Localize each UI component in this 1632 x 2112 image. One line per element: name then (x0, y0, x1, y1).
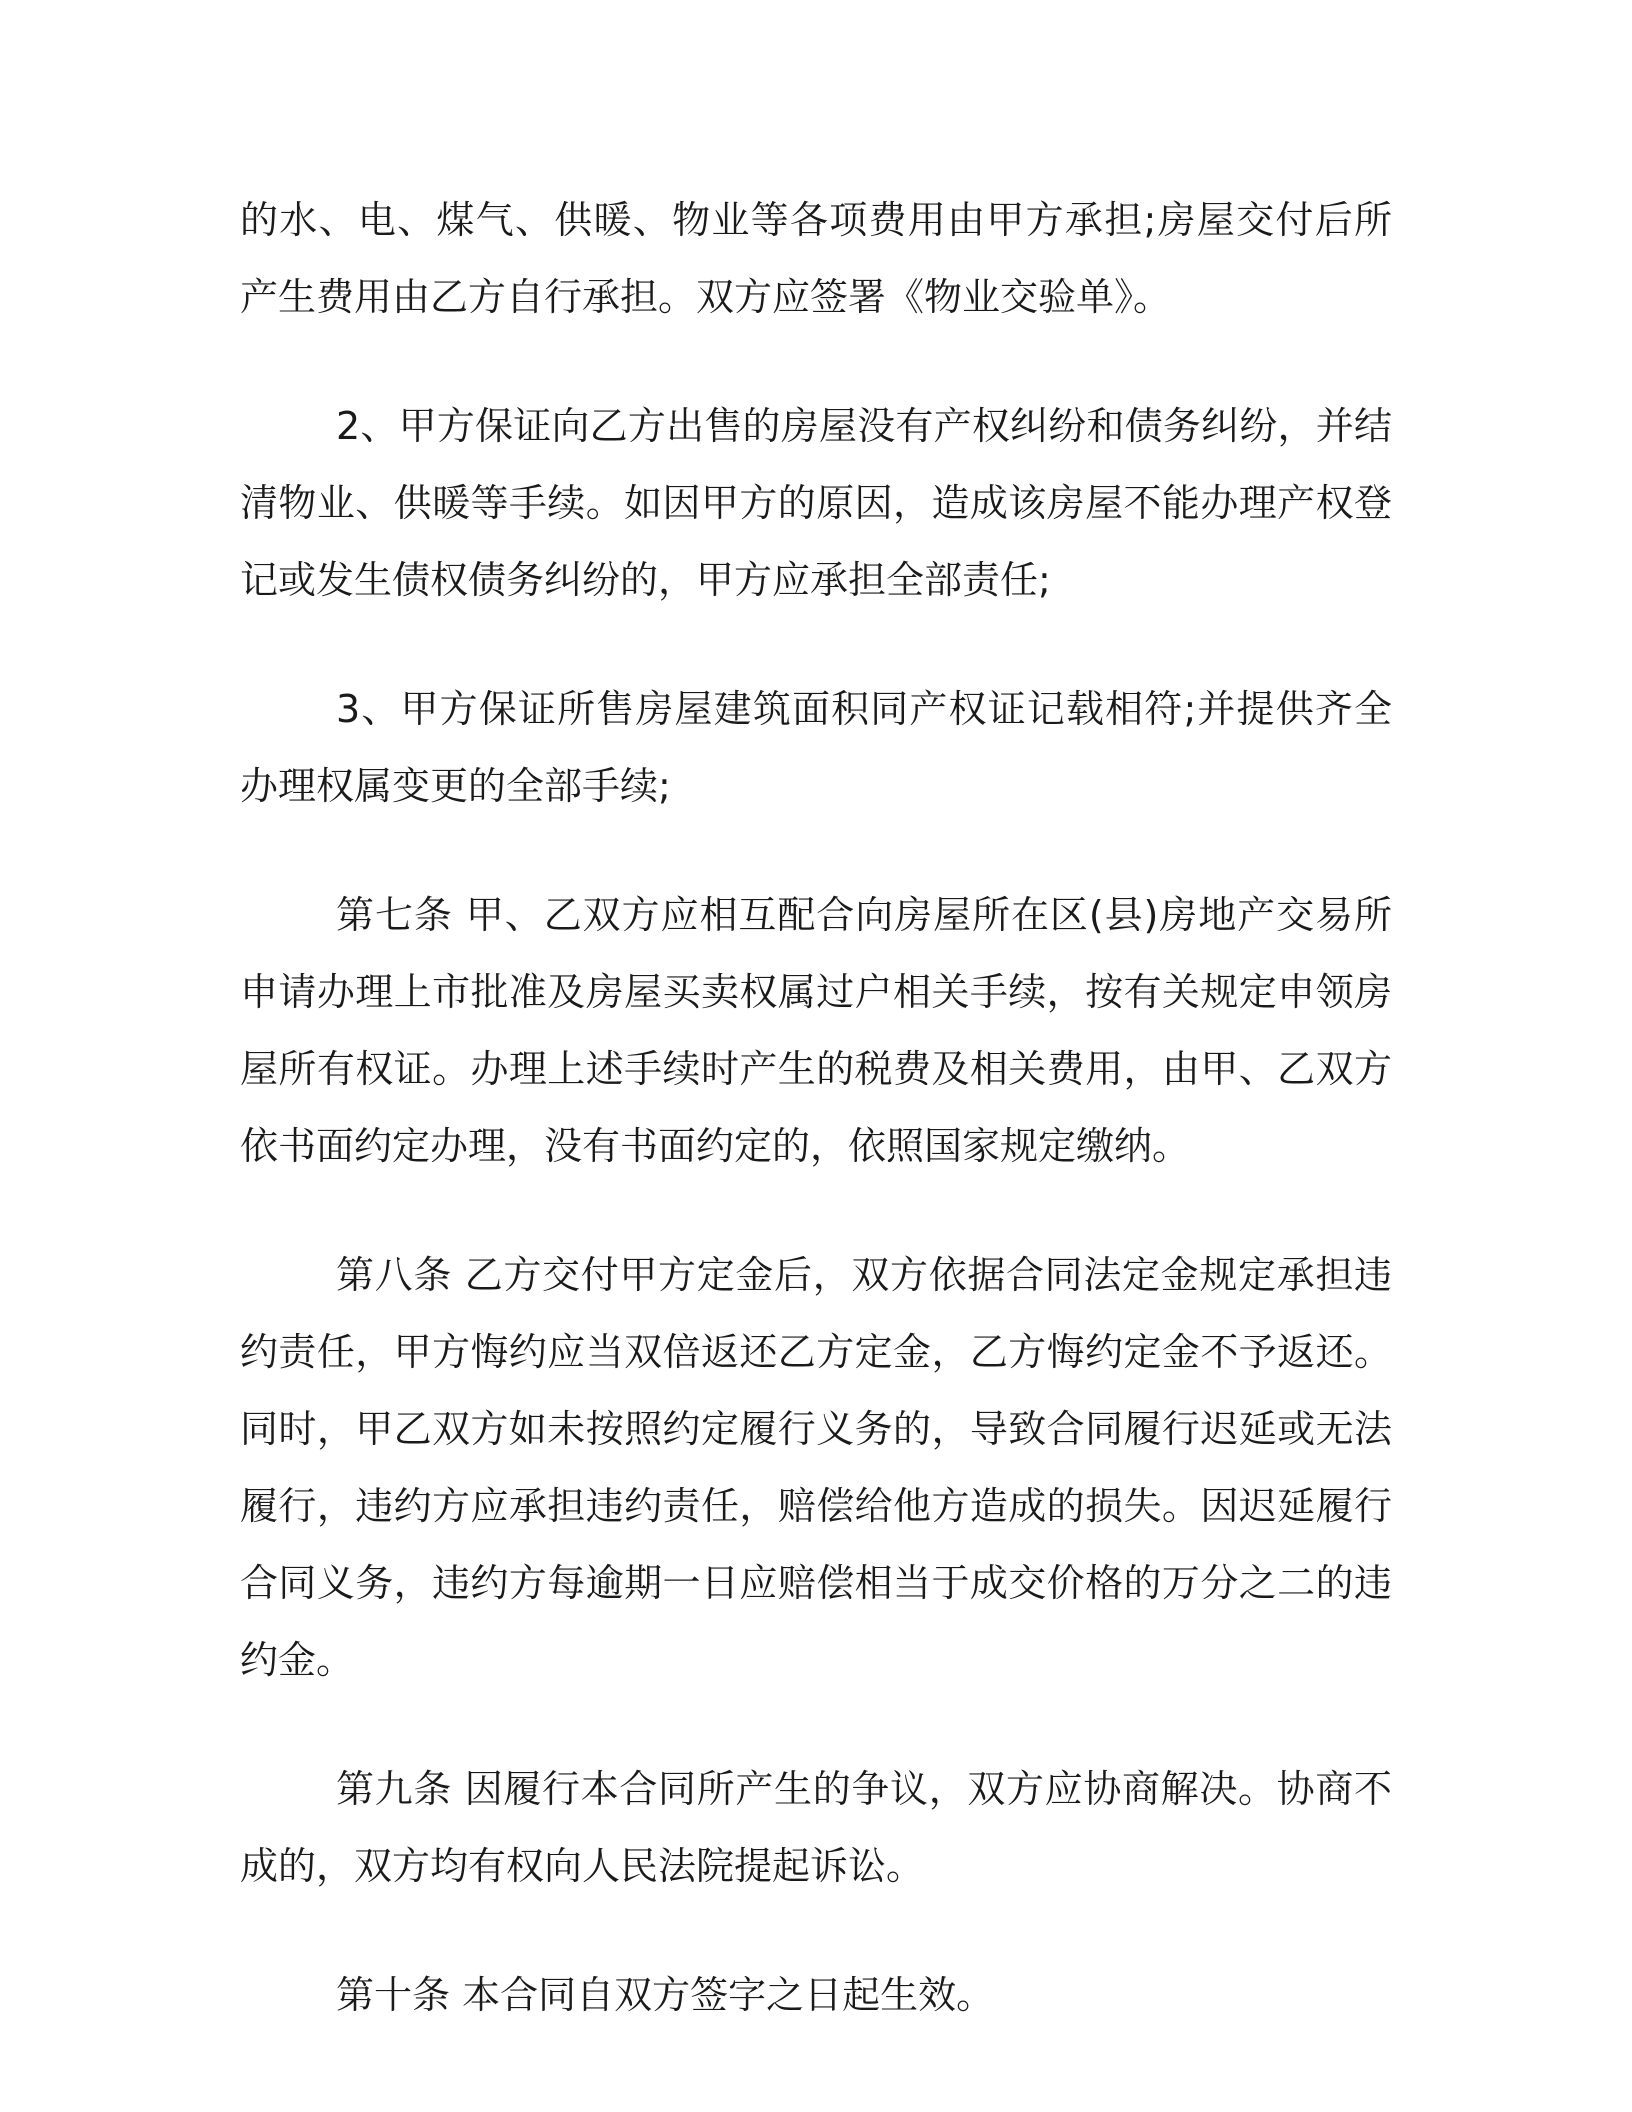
paragraph-article-10: 第十条 本合同自双方签字之日起生效。 (336, 1973, 995, 2017)
paragraph-article-9: 第九条 因履行本合同所产生的争议，双方应协商解决。协商不成的，双方均有权向人民法院提起诉讼。 (240, 1767, 1392, 1888)
paragraph-utilities: 的水、电、煤气、供暖、物业等各项费用由甲方承担;房屋交付后所产生费用由乙方自行承担。双方应签署《物业交验单》。 (240, 198, 1392, 319)
paragraph-clause-2: 2、甲方保证向乙方出售的房屋没有产权纠纷和债务纠纷，并结清物业、供暖等手续。如因甲方的原因，造成该房屋不能办理产权登记或发生债权债务纠纷的，甲方应承担全部责任; (240, 404, 1392, 602)
paragraph-article-8: 第八条 乙方交付甲方定金后，双方依据合同法定金规定承担违约责任，甲方悔约应当双倍返还乙方定金，乙方悔约定金不予返还。同时，甲乙双方如未按照约定履行义务的，导致合同履行迟延或无法履行，违约方应承担违约责任，赔偿给他方造成的损失。因迟延履行合同义务，违约方每逾期一日应赔偿相当于成交价格的万分之二的违约金。 (240, 1253, 1392, 1682)
paragraph-clause-3: 3、甲方保证所售房屋建筑面积同产权证记载相符;并提供齐全办理权属变更的全部手续; (240, 687, 1392, 808)
paragraph-article-7: 第七条 甲、乙双方应相互配合向房屋所在区(县)房地产交易所申请办理上市批准及房屋买卖权属过户相关手续，按有关规定申领房屋所有权证。办理上述手续时产生的税费及相关费用，由甲、乙双方依书面约定办理，没有书面约定的，依照国家规定缴纳。 (240, 893, 1392, 1168)
contract-body (240, 182, 1392, 2086)
